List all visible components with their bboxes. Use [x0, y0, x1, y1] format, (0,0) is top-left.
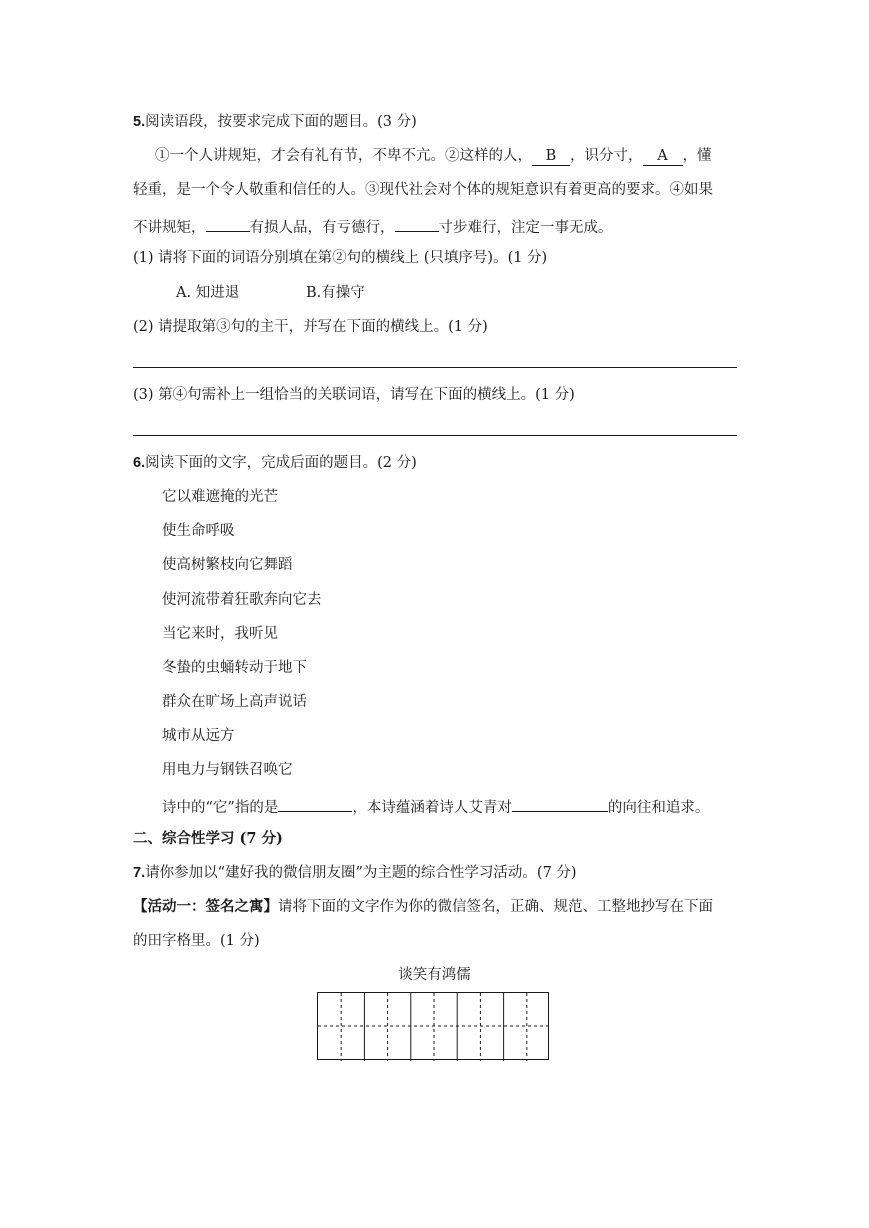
poem-line: 使生命呼吸 — [162, 523, 235, 539]
q5-text-part: 有损人品，有亏德行， — [249, 220, 395, 236]
section-heading: 二、综合性学习 (7 分) — [133, 830, 283, 847]
q5-text-part: 不讲规矩， — [133, 220, 206, 236]
q5-text-part: ，懂 — [682, 148, 712, 164]
q5-paragraph-line-2: 轻重，是一个令人敬重和信任的人。③现代社会对个体的规矩意识有着更高的要求。④如果 — [133, 182, 713, 198]
tianzige-grid[interactable] — [317, 992, 549, 1060]
q6-blank-1[interactable] — [278, 794, 352, 812]
poem-line: 当它来时，我听见 — [162, 626, 278, 642]
q6-number: 6. — [133, 455, 146, 471]
q5-text-part: ①一个人讲规矩，才会有礼有节，不卑不亢。②这样的人， — [155, 148, 532, 164]
q5-sub-question-3: (3) 第④句需补上一组恰当的关联词语，请写在下面的横线上。(1 分) — [133, 387, 575, 403]
q5-title: 阅读语段，按要求完成下面的题目。(3 分) — [145, 114, 417, 130]
poem-line: 冬蛰的虫蛹转动于地下 — [162, 660, 307, 676]
q6-text-part: 诗中的“它”指的是 — [162, 800, 279, 816]
q7-activity-1-cont: 的田字格里。(1 分) — [133, 933, 260, 949]
poem-line: 城市从远方 — [162, 728, 235, 744]
q5-text-part: 寸步难行，注定一事无成。 — [438, 220, 613, 236]
q6-question — [162, 794, 709, 818]
q7-number: 7. — [133, 865, 146, 881]
signature-text: 谈笑有鸿儒 — [398, 967, 471, 983]
q6-title: 阅读下面的文字，完成后面的题目。(2 分) — [145, 455, 417, 471]
q5-sub-question-1: (1) 请将下面的词语分别填在第②句的横线上 (只填序号)。(1 分) — [133, 250, 548, 266]
q7-heading — [133, 863, 577, 883]
q5-blank-1[interactable]: B — [532, 148, 570, 166]
activity-text: 请将下面的文字作为你的微信签名，正确、规范、工整地抄写在下面 — [278, 899, 713, 915]
q5-paragraph-line-1 — [155, 146, 712, 166]
q5-heading — [133, 112, 417, 132]
q7-title: 请你参加以“建好我的微信朋友圈”为主题的综合性学习活动。(7 分) — [145, 865, 577, 881]
poem-line: 用电力与钢铁召唤它 — [162, 762, 293, 778]
q5-option-b: B.有操守 — [306, 285, 365, 301]
poem-line: 群众在旷场上高声说话 — [162, 694, 307, 710]
q5-blank-2[interactable]: A — [643, 148, 683, 166]
q6-heading — [133, 453, 417, 473]
q5-number: 5. — [133, 114, 146, 130]
poem-line: 使高树繁枝向它舞蹈 — [162, 557, 293, 573]
answer-line-sub3[interactable] — [133, 435, 737, 436]
answer-line-sub2[interactable] — [133, 367, 737, 368]
q6-text-part: 的向往和追求。 — [607, 800, 710, 816]
activity-label: 【活动一：签名之寓】 — [133, 898, 278, 915]
q5-blank-3[interactable] — [206, 214, 250, 232]
q7-activity-1 — [133, 897, 713, 917]
q6-blank-2[interactable] — [512, 794, 608, 812]
q5-text-part: ，识分寸， — [570, 148, 643, 164]
q5-sub-question-2: (2) 请提取第③句的主干，并写在下面的横线上。(1 分) — [133, 319, 488, 335]
poem-line: 使河流带着狂歌奔向它去 — [162, 592, 322, 608]
q5-paragraph-line-3 — [133, 214, 613, 238]
q5-option-a: A. 知进退 — [176, 285, 240, 301]
q5-blank-4[interactable] — [395, 214, 439, 232]
grid-lines — [318, 993, 550, 1061]
poem-line: 它以难遮掩的光芒 — [162, 489, 278, 505]
q6-text-part: ，本诗蕴涵着诗人艾青对 — [352, 800, 512, 816]
